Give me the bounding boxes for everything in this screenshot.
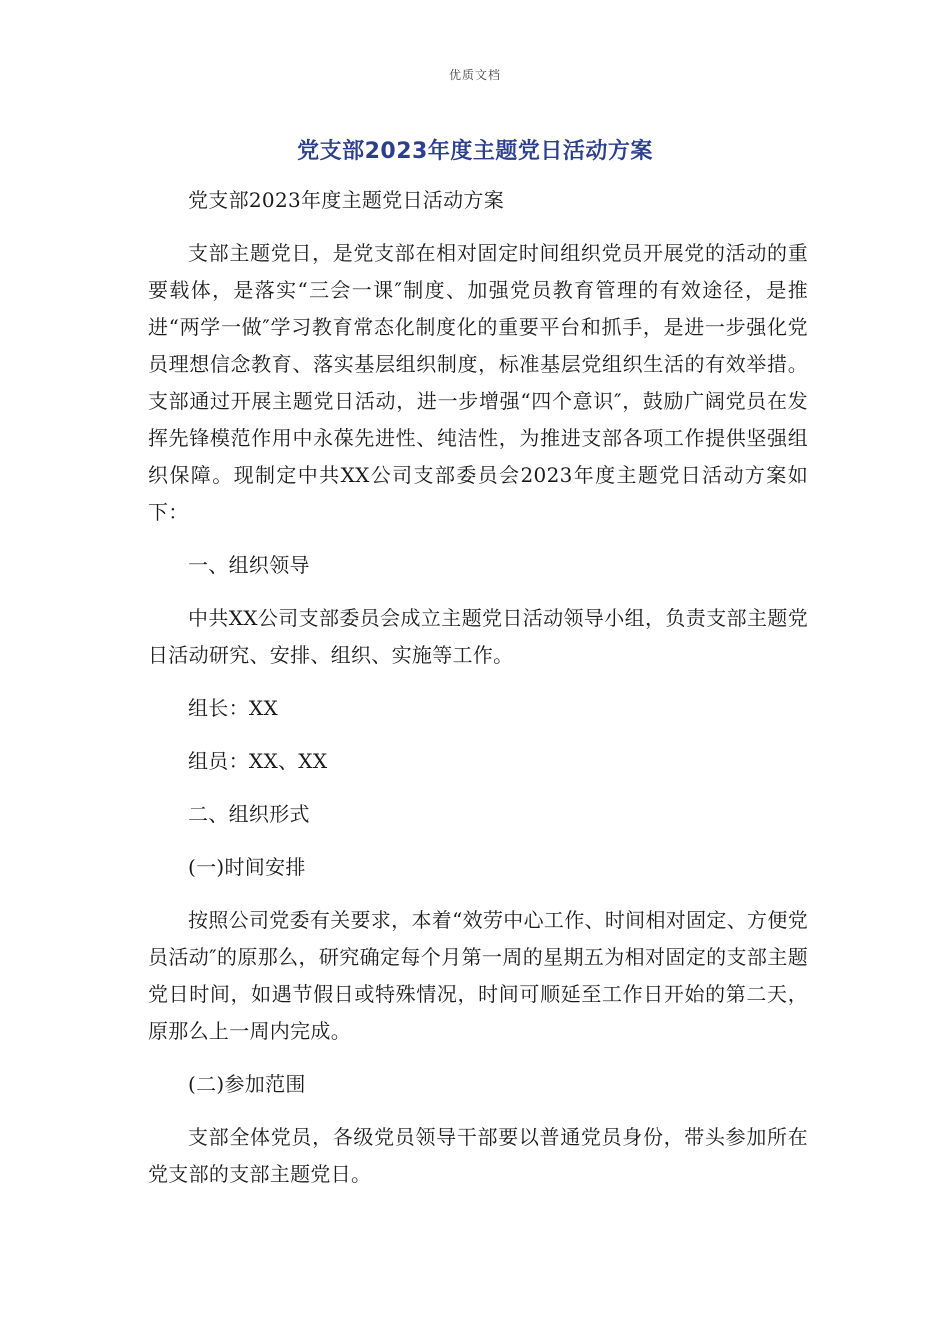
paragraph-group-members: 组员：XX、XX	[188, 749, 328, 773]
paragraph-group-leader: 组长：XX	[188, 696, 278, 720]
subsection-heading-schedule: (一)时间安排	[188, 855, 306, 879]
section-heading-organization: 一、组织领导	[188, 553, 310, 577]
paragraph-intro: 支部主题党日，是党支部在相对固定时间组织党员开展党的活动的重要载体，是落实“三会一课″制度、加强党员教育管理的有效途径，是推进“两学一做″学习教育常态化制度化的重要平台和抓手，是进一步强化党员理想信念教育、落实基层组织制度，标准基层党组织生活的有效举措。支部通过开展主题党日活动，进一步增强“四个意识″，鼓励广阔党员在发挥先锋模范作用中永葆先进性、纯洁性，为推进支部各项工作提供坚强组织保障。现制定中共XX公司支部委员会2023年度主题党日活动方案如下：	[148, 241, 808, 524]
paragraph-subtitle: 党支部2023年度主题党日活动方案	[188, 188, 504, 212]
paragraph-leadership-group: 中共XX公司支部委员会成立主题党日活动领导小组，负责支部主题党日活动研究、安排、组织、实施等工作。	[148, 606, 808, 667]
section-heading-format: 二、组织形式	[188, 802, 310, 826]
paragraph-schedule: 按照公司党委有关要求，本着“效劳中心工作、时间相对固定、方便党员活动″的原那么，研究确定每个月第一周的星期五为相对固定的支部主题党日时间，如遇节假日或特殊情况，时间可顺延至工作日开始的第二天，原那么上一周内完成。	[148, 908, 808, 1043]
paragraph-scope: 支部全体党员，各级党员领导干部要以普通党员身份，带头参加所在党支部的支部主题党日。	[148, 1125, 808, 1186]
header-label: 优质文档	[448, 68, 501, 82]
document-title: 党支部2023年度主题党日活动方案	[297, 139, 653, 164]
document-body	[148, 182, 808, 1209]
subsection-heading-scope: (二)参加范围	[188, 1072, 306, 1096]
